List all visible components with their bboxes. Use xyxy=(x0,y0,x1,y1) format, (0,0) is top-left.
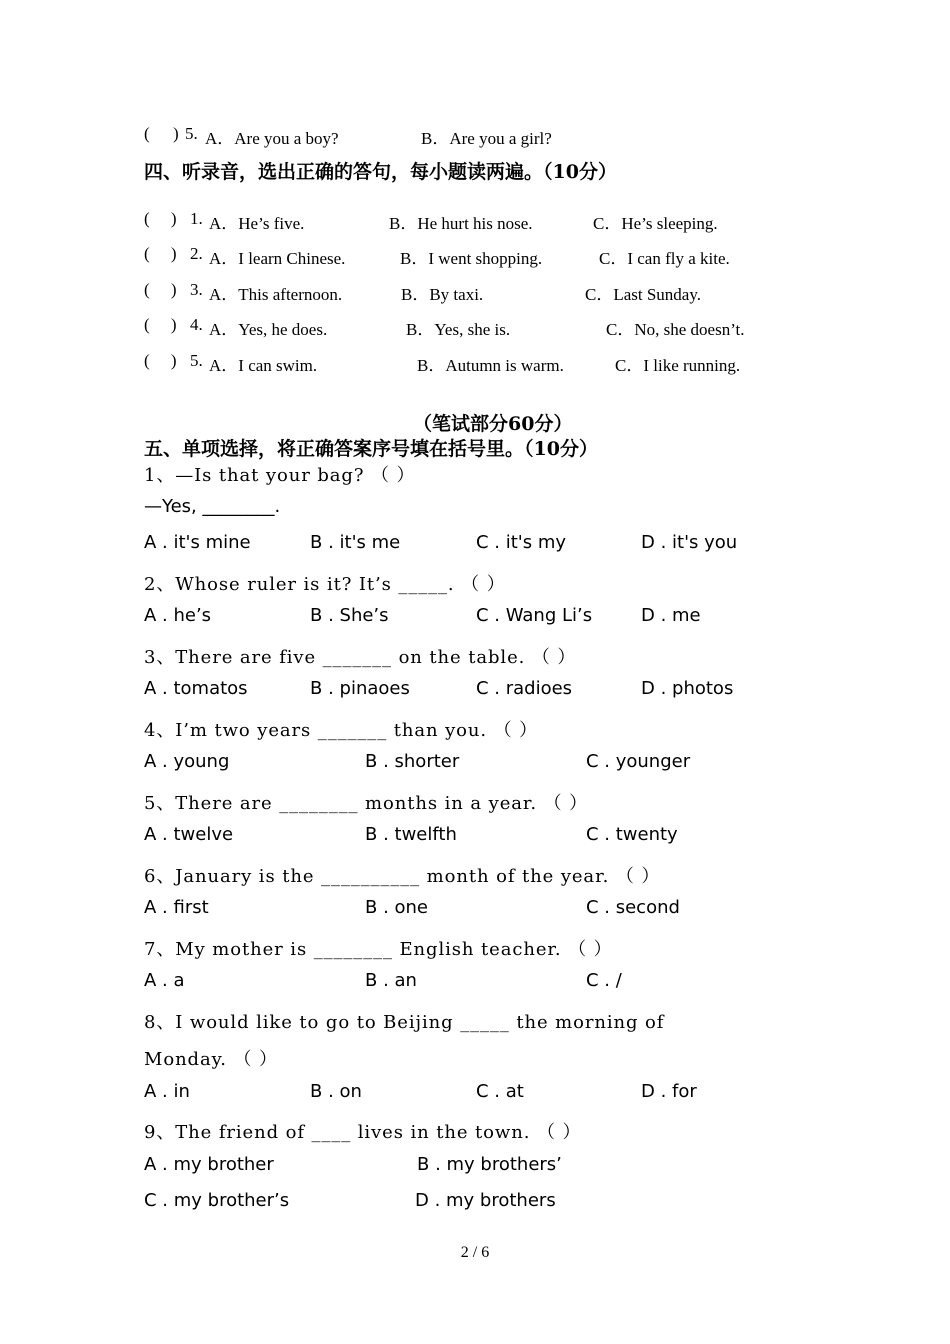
option-a: A．Yes, he does. xyxy=(209,320,328,339)
option-a: A．I can swim. xyxy=(209,356,318,375)
option-b: B．Are you a girl? xyxy=(421,129,552,148)
question-9: 9、The friend of ____ lives in the town. （ ） xyxy=(144,1122,582,1143)
q1-option-a: A . it's mine xyxy=(144,532,251,553)
answer-parens: ( ) xyxy=(144,351,177,370)
item-number: 5. xyxy=(190,351,203,370)
question-4: 4、I’m two years _______ than you. （ ） xyxy=(144,720,539,741)
q1-option-b: B . it's me xyxy=(310,532,401,553)
written-part-title: （笔试部分60分） xyxy=(413,413,573,435)
question-6: 6、January is the __________ month of the year. （ ） xyxy=(144,866,661,887)
q9-option-a: A . my brother xyxy=(144,1154,274,1175)
option-a: A．He’s five. xyxy=(209,214,305,233)
question-7: 7、My mother is ________ English teacher. （ ） xyxy=(144,939,613,960)
option-b: B．He hurt his nose. xyxy=(389,214,533,233)
option-b: B．Yes, she is. xyxy=(406,320,511,339)
q9-option-d: D . my brothers xyxy=(415,1190,556,1211)
q5-option-b: B . twelfth xyxy=(365,824,457,845)
answer-parens: ( ) xyxy=(144,280,177,299)
q5-option-a: A . twelve xyxy=(144,824,234,845)
q9-option-c: C . my brother’s xyxy=(144,1190,290,1211)
question-2: 2、Whose ruler is it? It’s _____. （ ） xyxy=(144,574,506,595)
answer-parens: ( ) xyxy=(144,244,177,263)
option-c: C．He’s sleeping. xyxy=(593,214,718,233)
item-number: 2. xyxy=(190,244,203,263)
section4-title: 四、听录音，选出正确的答句，每小题读两遍。（10分） xyxy=(144,161,617,183)
q4-option-b: B . shorter xyxy=(365,751,460,772)
question-8-line2: Monday. （ ） xyxy=(144,1049,278,1070)
option-a: A．This afternoon. xyxy=(209,285,343,304)
q1-option-d: D . it's you xyxy=(641,532,738,553)
q1-option-c: C . it's my xyxy=(476,532,567,553)
q2-option-a: A . he’s xyxy=(144,605,212,626)
option-c: C．I can fly a kite. xyxy=(599,249,730,268)
answer-parens: ( ) xyxy=(144,209,177,228)
q2-option-b: B . She’s xyxy=(310,605,389,626)
option-a: A．I learn Chinese. xyxy=(209,249,346,268)
q2-option-d: D . me xyxy=(641,605,701,626)
question-1: 1、—Is that your bag? （ ） xyxy=(144,465,416,486)
q3-option-a: A . tomatos xyxy=(144,678,248,699)
q8-option-d: D . for xyxy=(641,1081,697,1102)
q5-option-c: C . twenty xyxy=(586,824,678,845)
item-number: 5. xyxy=(185,124,198,143)
paren-close: ) xyxy=(173,124,179,143)
item-number: 3. xyxy=(190,280,203,299)
q7-option-c: C . / xyxy=(586,970,622,991)
option-c: C．Last Sunday. xyxy=(585,285,702,304)
q7-option-a: A . a xyxy=(144,970,185,991)
option-b: B．Autumn is warm. xyxy=(417,356,564,375)
item-number: 1. xyxy=(190,209,203,228)
question-3: 3、There are five _______ on the table. （ ） xyxy=(144,647,577,668)
q6-option-b: B . one xyxy=(365,897,429,918)
q3-option-c: C . radioes xyxy=(476,678,573,699)
q6-option-c: C . second xyxy=(586,897,680,918)
q3-option-b: B . pinaoes xyxy=(310,678,410,699)
q7-option-b: B . an xyxy=(365,970,417,991)
q4-option-a: A . young xyxy=(144,751,230,772)
q8-option-a: A . in xyxy=(144,1081,190,1102)
q4-option-c: C . younger xyxy=(586,751,691,772)
q8-option-c: C . at xyxy=(476,1081,524,1102)
page-number: 2 / 6 xyxy=(460,1244,490,1261)
option-c: C．No, she doesn’t. xyxy=(606,320,745,339)
option-b: B．By taxi. xyxy=(401,285,484,304)
q9-option-b: B . my brothers’ xyxy=(417,1154,562,1175)
option-a: A．Are you a boy? xyxy=(205,129,339,148)
option-b: B．I went shopping. xyxy=(400,249,543,268)
option-c: C．I like running. xyxy=(615,356,741,375)
question-1-line2: —Yes, ________. xyxy=(144,496,281,517)
question-5: 5、There are ________ months in a year. （ ） xyxy=(144,793,589,814)
question-8: 8、I would like to go to Beijing _____ the morning of xyxy=(144,1012,665,1033)
answer-parens: ( ) xyxy=(144,315,177,334)
q6-option-a: A . first xyxy=(144,897,209,918)
paren-open: ( xyxy=(144,124,150,143)
q8-option-b: B . on xyxy=(310,1081,362,1102)
section5-title: 五、单项选择，将正确答案序号填在括号里。（10分） xyxy=(144,438,598,460)
item-number: 4. xyxy=(190,315,203,334)
q3-option-d: D . photos xyxy=(641,678,734,699)
q2-option-c: C . Wang Li’s xyxy=(476,605,593,626)
